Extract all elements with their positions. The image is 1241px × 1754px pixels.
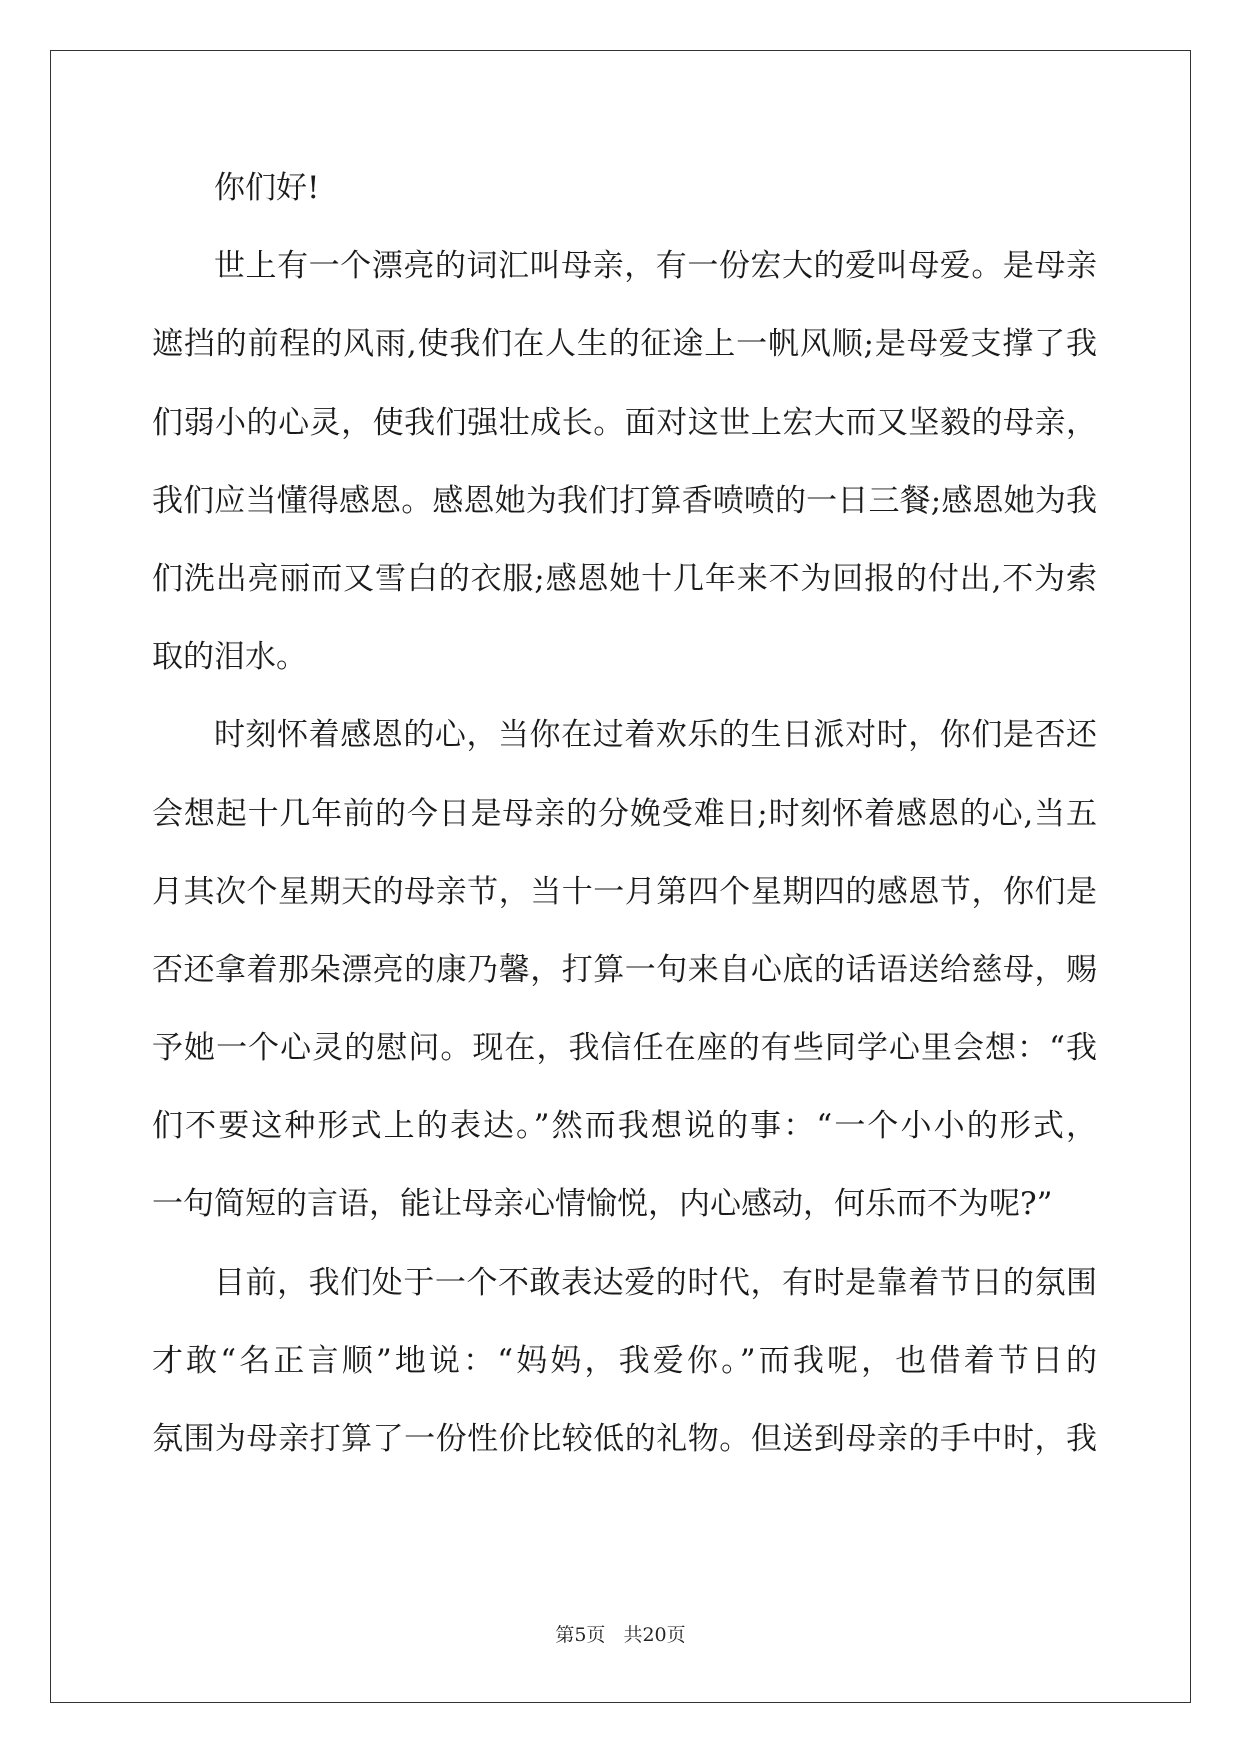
text-line: 们不要这种形式上的表达。”然而我想说的事：“一个小小的形式， [152,1108,1097,1145]
text-line: 遮挡的前程的风雨,使我们在人生的征途上一帆风顺;是母爱支撑了我 [152,326,1097,363]
text-line: 你们好! [214,170,320,206]
text-line: 取的泪水。 [152,639,307,676]
text-line: 予她一个心灵的慰问。现在，我信任在座的有些同学心里会想：“我 [152,1030,1097,1067]
text-line: 氛围为母亲打算了一份性价比较低的礼物。但送到母亲的手中时，我 [152,1421,1097,1457]
text-line: 会想起十几年前的今日是母亲的分娩受难日;时刻怀着感恩的心,当五 [152,795,1097,832]
text-line: 世上有一个漂亮的词汇叫母亲，有一份宏大的爱叫母爱。是母亲 [214,248,1097,285]
text-line: 时刻怀着感恩的心，当你在过着欢乐的生日派对时，你们是否还 [214,717,1097,754]
text-line: 们洗出亮丽而又雪白的衣服;感恩她十几年来不为回报的付出,不为索 [152,560,1097,597]
text-line: 月其次个星期天的母亲节，当十一月第四个星期四的感恩节，你们是 [152,873,1097,910]
document-body [152,163,1097,1492]
text-line: 一句简短的言语，能让母亲心情愉悦，内心感动，何乐而不为呢?” [152,1186,1053,1223]
text-line: 目前，我们处于一个不敢表达爱的时代，有时是靠着节日的氛围 [214,1264,1097,1301]
page-number: 第5页 [555,1624,606,1646]
text-line: 否还拿着那朵漂亮的康乃馨，打算一句来自心底的话语送给慈母，赐 [152,951,1097,988]
page-total: 共20页 [623,1624,686,1646]
text-line: 们弱小的心灵，使我们强壮成长。面对这世上宏大而又坚毅的母亲， [152,404,1097,441]
page-footer [0,1620,1241,1647]
text-line: 才敢“名正言顺”地说：“妈妈，我爱你。”而我呢，也借着节日的 [152,1342,1097,1379]
text-line: 我们应当懂得感恩。感恩她为我们打算香喷喷的一日三餐;感恩她为我 [152,482,1097,519]
